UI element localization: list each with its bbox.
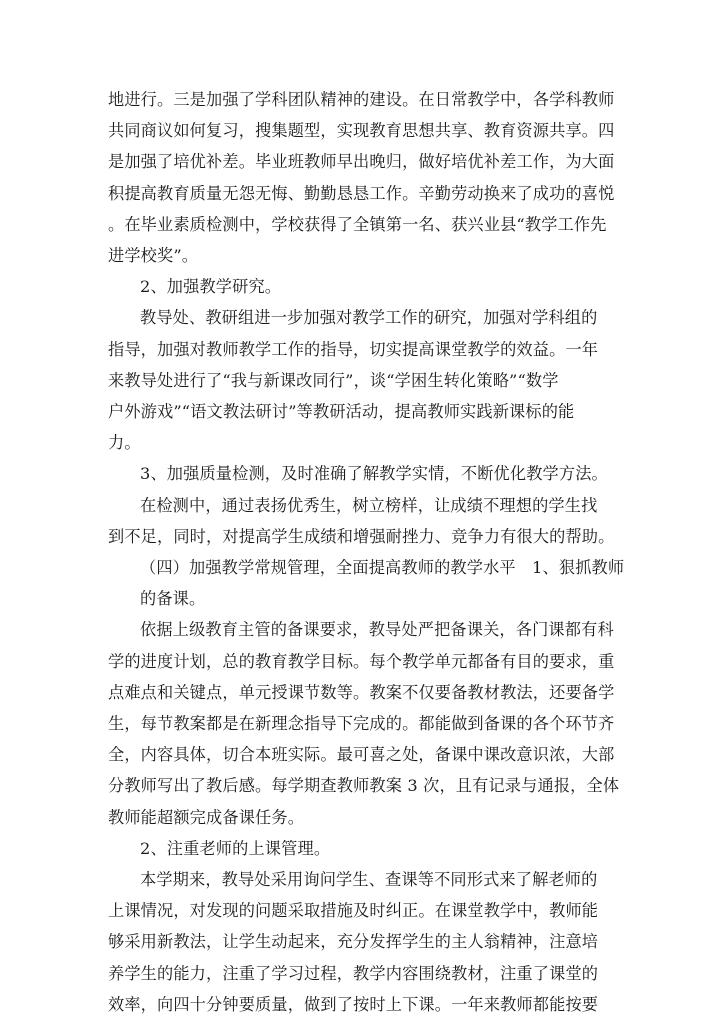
- paragraph-1-line: 积提高教育质量无怨无悔、勤勤恳恳工作。辛勤劳动换来了成功的喜悦: [108, 183, 615, 203]
- paragraph-5-line: 效率，向四十分钟要质量，做到了按时上下课。一年来教师都能按要: [108, 994, 599, 1014]
- paragraph-2-line: 教导处、教研组进一步加强对教学工作的研究，加强对学科组的: [140, 308, 598, 328]
- paragraph-1-line: 共同商议如何复习，搜集题型，实现教育思想共享、教育资源共享。四: [108, 121, 615, 141]
- section-heading: 2、加强教学研究。: [140, 277, 282, 297]
- paragraph-4-line: 生，每节教案都是在新理念指导下完成的。都能做到备课的各个环节齐: [108, 714, 615, 733]
- paragraph-2-line: 来教导处进行了“我与新课改同行”，谈“学困生转化策略”“数学: [108, 370, 559, 390]
- paragraph-4-line: 学的进度计划，总的教育教学目标。每个教学单元都备有目的要求，重: [108, 651, 615, 671]
- paragraph-2-line: 力。: [108, 433, 141, 453]
- paragraph-3-line: 在检测中，通过表扬优秀生，树立榜样，让成绩不理想的学生找: [140, 495, 598, 515]
- paragraph-1-line: 是加强了培优补差。毕业班教师早出晚归，做好培优补差工作，为大面: [108, 152, 615, 172]
- paragraph-1-line: 地进行。三是加强了学科团队精神的建设。在日常教学中，各学科教师: [108, 90, 615, 109]
- paragraph-5-line: 够采用新教法，让学生动起来，充分发挥学生的主人翁精神，注意培: [108, 932, 599, 952]
- paragraph-4-line: 教师能超额完成备课任务。: [108, 807, 305, 827]
- paragraph-5-line: 本学期来，教导处采用询问学生、查课等不同形式来了解老师的: [140, 870, 598, 889]
- paragraph-4-line: 全，内容具体，切合本班实际。最可喜之处，备课中课改意识浓，大部: [108, 745, 615, 765]
- paragraph-3-line: 到不足，同时，对提高学生成绩和增强耐挫力、竞争力有很大的帮助。: [108, 526, 615, 546]
- paragraph-5-line: 上课情况，对发现的问题采取措施及时纠正。在课堂教学中，教师能: [108, 901, 599, 921]
- paragraph-5-line: 养学生的能力，注重了学习过程，教学内容围绕教材，注重了课堂的: [108, 963, 599, 983]
- section-heading: 的备课。: [140, 589, 206, 609]
- section-heading: 3、加强质量检测，及时准确了解教学实情，不断优化教学方法。: [140, 464, 608, 484]
- paragraph-4-line: 点难点和关键点，单元授课节数等。教案不仅要备教材教法，还要备学: [108, 682, 615, 702]
- paragraph-2-line: 户外游戏”“语文教法研讨”等教研活动，提高教师实践新课标的能: [108, 402, 575, 421]
- section-heading: （四）加强教学常规管理，全面提高教师的教学水平 1、狠抓教师: [140, 558, 625, 577]
- paragraph-1-line: 进学校奖”。: [108, 246, 199, 265]
- paragraph-4-line: 分教师写出了教后感。每学期查教师教案 3 次，且有记录与通报，全体: [108, 776, 620, 796]
- paragraph-1-line: 。在毕业素质检测中，学校获得了全镇第一名、获兴业县“教学工作先: [108, 214, 607, 234]
- paragraph-2-line: 指导，加强对教师教学工作的指导，切实提高课堂教学的效益。一年: [108, 339, 599, 359]
- paragraph-4-line: 依据上级教育主管的备课要求，教导处严把备课关，各门课都有科: [140, 620, 614, 640]
- section-heading: 2、注重老师的上课管理。: [140, 838, 331, 858]
